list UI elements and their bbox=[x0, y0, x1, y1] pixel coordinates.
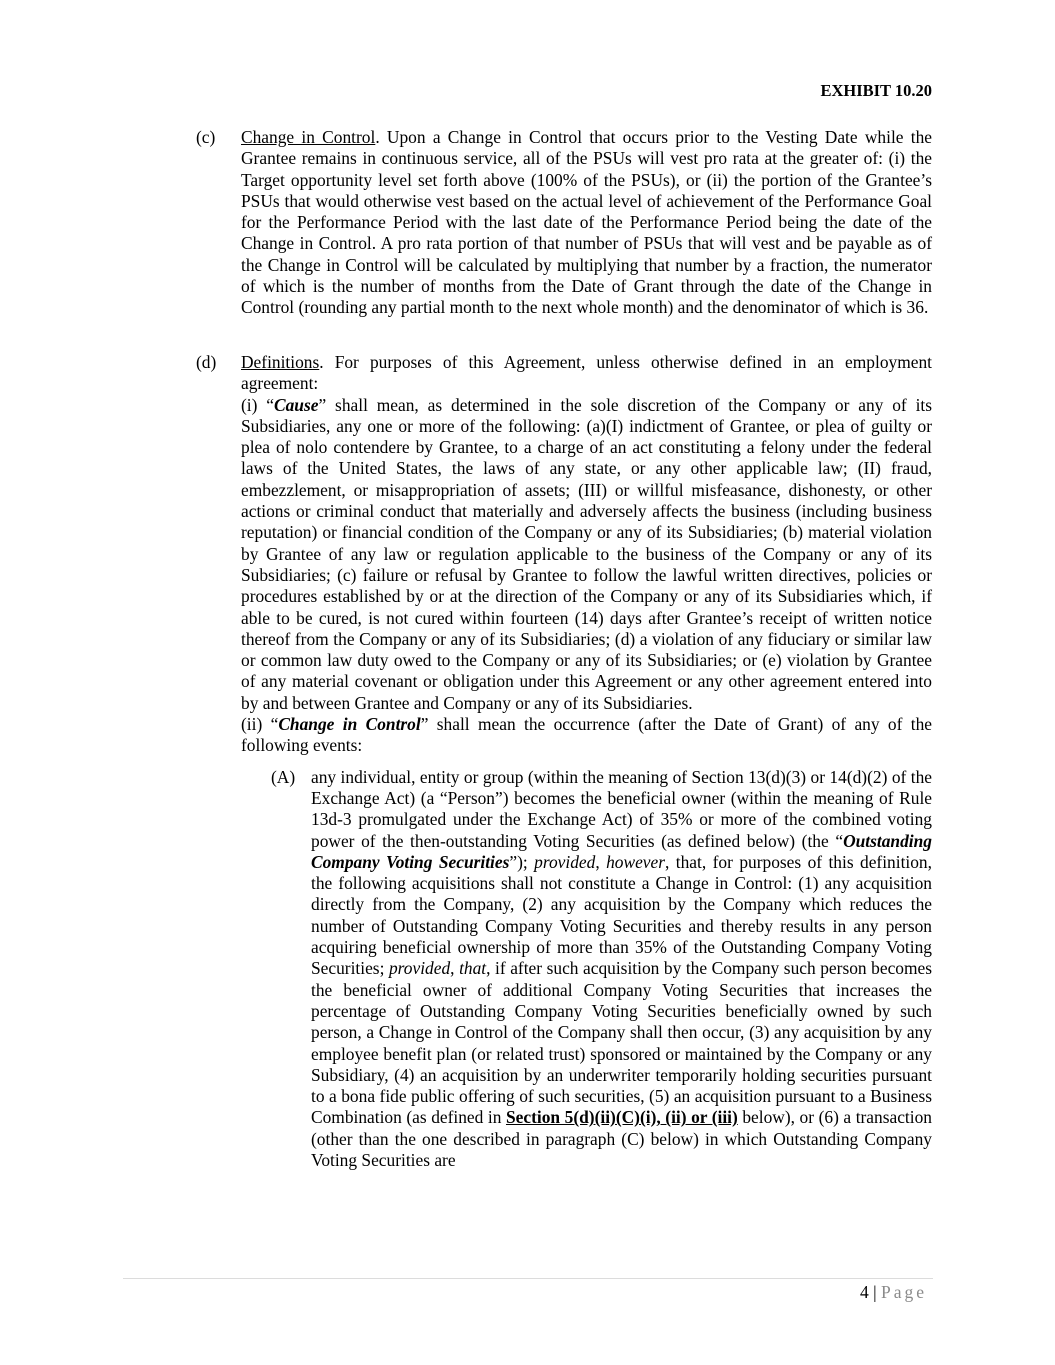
section-c-label: (c) bbox=[196, 127, 216, 147]
definition-cause-term: Cause bbox=[274, 394, 319, 415]
section-reference-link: Section 5(d)(ii)(C)(i), (ii) or (iii) bbox=[505, 1107, 738, 1128]
definition-cause bbox=[241, 395, 932, 714]
outstanding-company-voting-securities-term: Outstanding Company Voting Securities bbox=[311, 830, 932, 872]
clause-a-text: any individual, entity or group (within the meaning of Section 13(d)(3) or 14(d)(2) of the Exchange Act) (a “Person”) becomes the beneficial owner (within the meaning of Rule 13d-3 promulgated under the Exchange Act) of 35% or more of the combined voting power of the then-outstanding Voting Securities (as defined below) (the “Outstanding Company Voting Securities”); provided, however, that, for purposes of this definition, the following acquisitions shall not constitute a Change in Control: (1) any acquisition directly from the Company, (2) any acquisition by the Company which reduces the number of Outstanding Company Voting Securities and thereby results in any person acquiring beneficial ownership of more than 35% of the Outstanding Company Voting Securities; provided, that, if after such acquisition by the Company such person becomes the beneficial owner of additional Company Voting Securities that increases the percentage of Outstanding Company Voting Securities beneficially owned by such person, a Change in Control of the Company shall then occur, (3) any acquisition by any employee benefit plan (or related trust) sponsored or maintained by the Company or any Subsidiary, (4) an acquisition by an underwriter temporarily holding securities pursuant to a bona fide public offering of such securities, (5) an acquisition pursuant to a Business Combination (as defined in Section 5(d)(ii)(C)(i), (ii) or (iii) below), or (6) a transaction (other than the one described in paragraph (C) below) in which Outstanding Company Voting Securities are bbox=[311, 766, 932, 1170]
page-footer bbox=[860, 1282, 927, 1303]
footer-divider bbox=[123, 1278, 933, 1279]
section-d-label: (d) bbox=[196, 352, 217, 372]
section-d-title: Definitions bbox=[241, 352, 320, 372]
page-number: 4 bbox=[859, 1282, 869, 1302]
definition-cic-label: (ii) “ bbox=[241, 714, 279, 735]
section-d-text: . For purposes of this Agreement, unless otherwise defined in an employment agreement: bbox=[241, 352, 932, 394]
definition-cic-term: Change in Control bbox=[278, 714, 421, 735]
exhibit-label: EXHIBIT 10.20 bbox=[820, 81, 932, 100]
definition-cause-label: (i) “ bbox=[241, 394, 275, 415]
section-c bbox=[196, 127, 932, 319]
definition-cic-text: ” shall mean the occurrence (after the Date of Grant) of any of the following events: bbox=[241, 714, 933, 756]
section-c-text: . Upon a Change in Control that occurs prior to the Vesting Date while the Grantee remains in continuous service, all of the PSUs will vest pro rata at the greater of: (i) the Target opportunity level set forth above (100% of the PSUs), or (ii) the portion of the Grantee’s PSUs that would otherwise vest based on the actual level of achievement of the Performance Goal for the Performance Period with the last date of the Performance Period being the date of the Change in Control. A pro rata portion of that number of PSUs that will vest and be payable as of the Change in Control will be calculated by multiplying that number by a fraction, the numerator of which is the number of months from the Date of Grant through the date of the Change in Control (rounding any partial month to the next whole month) and the denominator of which is 36. bbox=[241, 127, 932, 318]
clause-a-label: (A) bbox=[271, 766, 296, 787]
clause-a bbox=[271, 767, 932, 1172]
definition-cause-text: ” shall mean, as determined in the sole discretion of the Company or any of its Subsidiaries, any one or more of the following: (a)(I) indictment of Grantee, or plea of guilty or plea of nolo contendere by Grantee, to a charge of an act constituting a felony under the federal laws of the United States, the laws of any state, or any other applicable law; (II) fraud, embezzlement, or misappropriation of assets; (III) or willful misfeasance, dishonesty, or other actions or criminal conduct that materially and adversely affects the business (including business reputation) or financial condition of the Company or any of its Subsidiaries; (b) material violation by Grantee of any law or regulation applicable to the business of the Company or any of its Subsidiaries; (c) failure or refusal by Grantee to follow the lawful written directives, policies or procedures established by or at the direction of the Company or any of its Subsidiaries which, if able to be cured, is not cured within fourteen (14) days after Grantee’s receipt of written notice thereof from the Company or any of its Subsidiaries; (d) a violation of any fiduciary or similar law or common law duty owed to the Company or any of its Subsidiaries; or (e) violation by Grantee of any material covenant or obligation under this Agreement or any other agreement entered into by and between Grantee and Company or any of its Subsidiaries. bbox=[241, 394, 933, 713]
page-separator: | bbox=[868, 1282, 881, 1302]
section-c-title: Change in Control bbox=[241, 127, 376, 147]
page-word: Page bbox=[880, 1282, 927, 1302]
section-d bbox=[196, 352, 932, 1171]
definition-change-in-control bbox=[241, 714, 932, 757]
